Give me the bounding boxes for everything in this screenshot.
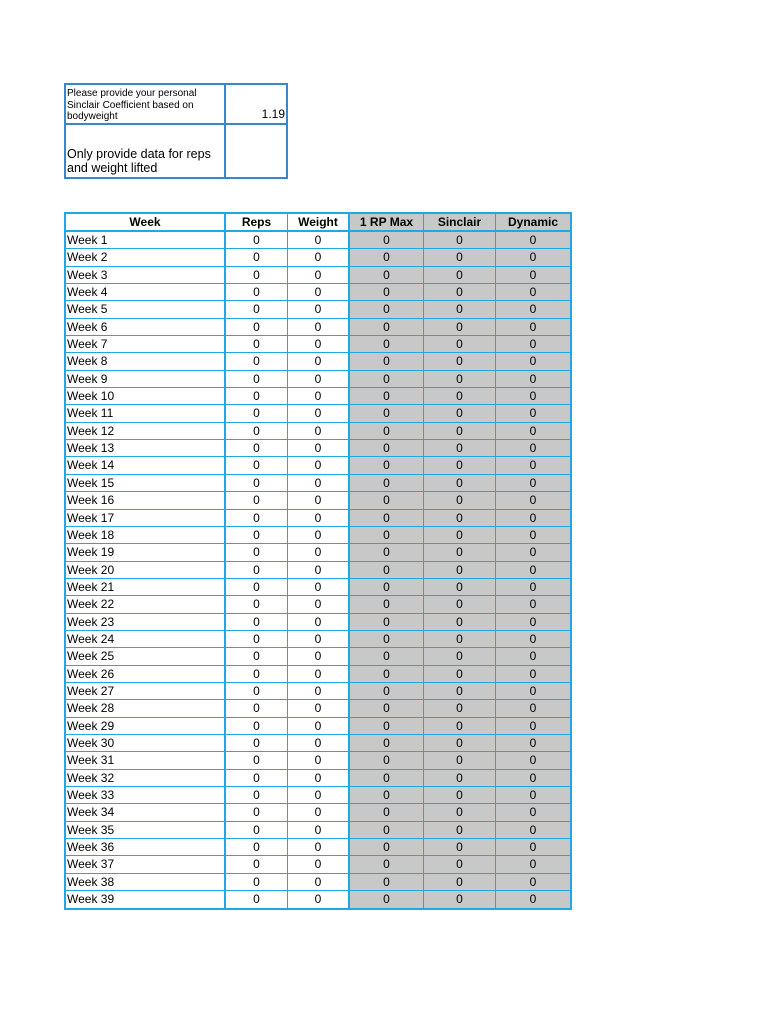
- week-cell: Week 19: [66, 544, 226, 560]
- table-row: [66, 822, 570, 839]
- dynamic-cell: 0: [496, 700, 570, 716]
- table-row: [66, 718, 570, 735]
- dynamic-cell: 0: [496, 232, 570, 248]
- weight-cell[interactable]: 0: [288, 423, 350, 439]
- table-row: [66, 752, 570, 769]
- table-row: [66, 405, 570, 422]
- reps-cell[interactable]: 0: [226, 718, 288, 734]
- dynamic-cell: 0: [496, 284, 570, 300]
- dynamic-cell: 0: [496, 405, 570, 421]
- table-row: [66, 457, 570, 474]
- one-rp-max-cell: 0: [350, 388, 424, 404]
- sinclair-cell: 0: [424, 804, 496, 820]
- weight-cell[interactable]: 0: [288, 544, 350, 560]
- weight-cell[interactable]: 0: [288, 631, 350, 647]
- weight-cell[interactable]: 0: [288, 614, 350, 630]
- table-row: [66, 544, 570, 561]
- week-cell: Week 3: [66, 267, 226, 283]
- one-rp-max-cell: 0: [350, 856, 424, 872]
- sinclair-cell: 0: [424, 475, 496, 491]
- dynamic-cell: 0: [496, 301, 570, 317]
- weight-cell[interactable]: 0: [288, 405, 350, 421]
- note-row: [66, 125, 286, 177]
- weight-cell[interactable]: 0: [288, 336, 350, 352]
- week-cell: Week 9: [66, 371, 226, 387]
- week-cell: Week 36: [66, 839, 226, 855]
- reps-cell[interactable]: 0: [226, 770, 288, 786]
- table-row: [66, 388, 570, 405]
- dynamic-cell: 0: [496, 475, 570, 491]
- reps-cell[interactable]: 0: [226, 301, 288, 317]
- week-cell: Week 17: [66, 510, 226, 526]
- week-cell: Week 32: [66, 770, 226, 786]
- table-row: [66, 631, 570, 648]
- coefficient-value-cell[interactable]: 1.19: [261, 107, 285, 121]
- reps-cell[interactable]: 0: [226, 388, 288, 404]
- sinclair-cell: 0: [424, 787, 496, 803]
- reps-cell[interactable]: 0: [226, 804, 288, 820]
- dynamic-cell: 0: [496, 267, 570, 283]
- one-rp-max-cell: 0: [350, 839, 424, 855]
- dynamic-cell: 0: [496, 770, 570, 786]
- dynamic-cell: 0: [496, 457, 570, 473]
- weight-cell[interactable]: 0: [288, 648, 350, 664]
- dynamic-cell: 0: [496, 353, 570, 369]
- reps-cell[interactable]: 0: [226, 856, 288, 872]
- sinclair-cell: 0: [424, 562, 496, 578]
- one-rp-max-cell: 0: [350, 787, 424, 803]
- dynamic-cell: 0: [496, 440, 570, 456]
- weight-cell[interactable]: 0: [288, 735, 350, 751]
- week-cell: Week 7: [66, 336, 226, 352]
- reps-cell[interactable]: 0: [226, 839, 288, 855]
- sinclair-cell: 0: [424, 510, 496, 526]
- dynamic-cell: 0: [496, 648, 570, 664]
- dynamic-cell: 0: [496, 596, 570, 612]
- weight-cell[interactable]: 0: [288, 666, 350, 682]
- reps-cell[interactable]: 0: [226, 787, 288, 803]
- dynamic-cell: 0: [496, 562, 570, 578]
- sinclair-cell: 0: [424, 388, 496, 404]
- weight-cell[interactable]: 0: [288, 371, 350, 387]
- weight-cell[interactable]: 0: [288, 284, 350, 300]
- one-rp-max-cell: 0: [350, 527, 424, 543]
- week-cell: Week 33: [66, 787, 226, 803]
- sinclair-cell: 0: [424, 735, 496, 751]
- table-row: [66, 804, 570, 821]
- weight-cell[interactable]: 0: [288, 232, 350, 248]
- reps-cell[interactable]: 0: [226, 700, 288, 716]
- reps-cell[interactable]: 0: [226, 423, 288, 439]
- weight-cell[interactable]: 0: [288, 492, 350, 508]
- table-row: [66, 492, 570, 509]
- weight-cell[interactable]: 0: [288, 804, 350, 820]
- one-rp-max-cell: 0: [350, 336, 424, 352]
- dynamic-cell: 0: [496, 388, 570, 404]
- reps-cell[interactable]: 0: [226, 874, 288, 890]
- table-row: [66, 267, 570, 284]
- sinclair-cell: 0: [424, 718, 496, 734]
- one-rp-max-cell: 0: [350, 700, 424, 716]
- dynamic-cell: 0: [496, 735, 570, 751]
- table-header-row: [66, 214, 570, 232]
- one-rp-max-cell: 0: [350, 735, 424, 751]
- week-cell: Week 30: [66, 735, 226, 751]
- table-row: [66, 614, 570, 631]
- table-row: [66, 579, 570, 596]
- sinclair-cell: 0: [424, 284, 496, 300]
- one-rp-max-cell: 0: [350, 423, 424, 439]
- sinclair-cell: 0: [424, 319, 496, 335]
- dynamic-cell: 0: [496, 423, 570, 439]
- one-rp-max-cell: 0: [350, 284, 424, 300]
- week-cell: Week 10: [66, 388, 226, 404]
- sinclair-cell: 0: [424, 527, 496, 543]
- one-rp-max-cell: 0: [350, 319, 424, 335]
- sinclair-cell: 0: [424, 648, 496, 664]
- week-cell: Week 12: [66, 423, 226, 439]
- one-rp-max-cell: 0: [350, 752, 424, 768]
- dynamic-cell: 0: [496, 249, 570, 265]
- weight-cell[interactable]: 0: [288, 752, 350, 768]
- table-row: [66, 232, 570, 249]
- reps-cell[interactable]: 0: [226, 405, 288, 421]
- weight-cell[interactable]: 0: [288, 856, 350, 872]
- weight-cell[interactable]: 0: [288, 353, 350, 369]
- reps-cell[interactable]: 0: [226, 371, 288, 387]
- one-rp-max-cell: 0: [350, 891, 424, 908]
- dynamic-cell: 0: [496, 683, 570, 699]
- week-cell: Week 29: [66, 718, 226, 734]
- one-rp-max-cell: 0: [350, 249, 424, 265]
- reps-cell[interactable]: 0: [226, 822, 288, 838]
- weight-cell[interactable]: 0: [288, 319, 350, 335]
- one-rp-max-cell: 0: [350, 457, 424, 473]
- one-rp-max-cell: 0: [350, 683, 424, 699]
- sinclair-cell: 0: [424, 822, 496, 838]
- weight-cell[interactable]: 0: [288, 683, 350, 699]
- info-box-divider: [224, 85, 226, 177]
- reps-cell[interactable]: 0: [226, 319, 288, 335]
- week-cell: Week 35: [66, 822, 226, 838]
- reps-cell[interactable]: 0: [226, 752, 288, 768]
- weight-cell[interactable]: 0: [288, 770, 350, 786]
- sinclair-cell: 0: [424, 544, 496, 560]
- one-rp-max-cell: 0: [350, 510, 424, 526]
- sinclair-cell: 0: [424, 440, 496, 456]
- table-row: [66, 284, 570, 301]
- week-cell: Week 8: [66, 353, 226, 369]
- dynamic-cell: 0: [496, 614, 570, 630]
- one-rp-max-cell: 0: [350, 596, 424, 612]
- reps-cell[interactable]: 0: [226, 457, 288, 473]
- weight-cell[interactable]: 0: [288, 510, 350, 526]
- sinclair-cell: 0: [424, 492, 496, 508]
- week-cell: Week 37: [66, 856, 226, 872]
- dynamic-cell: 0: [496, 527, 570, 543]
- data-entry-note: Only provide data for reps and weight lifted: [67, 147, 211, 175]
- table-row: [66, 856, 570, 873]
- header-week: Week: [66, 214, 226, 230]
- weight-cell[interactable]: 0: [288, 839, 350, 855]
- one-rp-max-cell: 0: [350, 475, 424, 491]
- weight-cell[interactable]: 0: [288, 822, 350, 838]
- table-row: [66, 249, 570, 266]
- weight-cell[interactable]: 0: [288, 388, 350, 404]
- weight-cell[interactable]: 0: [288, 718, 350, 734]
- coefficient-prompt: Please provide your personal Sinclair Coefficient based on bodyweight: [67, 88, 197, 122]
- week-cell: Week 18: [66, 527, 226, 543]
- header-1rp-max: 1 RP Max: [350, 214, 424, 230]
- reps-cell[interactable]: 0: [226, 648, 288, 664]
- one-rp-max-cell: 0: [350, 492, 424, 508]
- sinclair-cell: 0: [424, 770, 496, 786]
- sinclair-cell: 0: [424, 666, 496, 682]
- dynamic-cell: 0: [496, 891, 570, 908]
- reps-cell[interactable]: 0: [226, 527, 288, 543]
- week-cell: Week 2: [66, 249, 226, 265]
- one-rp-max-cell: 0: [350, 631, 424, 647]
- sinclair-cell: 0: [424, 891, 496, 908]
- reps-cell[interactable]: 0: [226, 562, 288, 578]
- reps-cell[interactable]: 0: [226, 267, 288, 283]
- weight-cell[interactable]: 0: [288, 301, 350, 317]
- dynamic-cell: 0: [496, 319, 570, 335]
- table-row: [66, 353, 570, 370]
- table-row: [66, 336, 570, 353]
- week-cell: Week 16: [66, 492, 226, 508]
- sinclair-cell: 0: [424, 405, 496, 421]
- table-row: [66, 596, 570, 613]
- weight-cell[interactable]: 0: [288, 562, 350, 578]
- week-cell: Week 23: [66, 614, 226, 630]
- table-row: [66, 891, 570, 908]
- reps-cell[interactable]: 0: [226, 614, 288, 630]
- weight-cell[interactable]: 0: [288, 874, 350, 890]
- week-cell: Week 4: [66, 284, 226, 300]
- dynamic-cell: 0: [496, 631, 570, 647]
- sinclair-info-box: [64, 83, 288, 179]
- sinclair-cell: 0: [424, 353, 496, 369]
- reps-cell[interactable]: 0: [226, 492, 288, 508]
- header-reps: Reps: [226, 214, 288, 230]
- reps-cell[interactable]: 0: [226, 336, 288, 352]
- week-cell: Week 39: [66, 891, 226, 908]
- one-rp-max-cell: 0: [350, 666, 424, 682]
- weekly-lift-table: [64, 212, 572, 910]
- dynamic-cell: 0: [496, 752, 570, 768]
- sinclair-cell: 0: [424, 752, 496, 768]
- header-dynamic: Dynamic: [496, 214, 570, 230]
- week-cell: Week 14: [66, 457, 226, 473]
- sinclair-cell: 0: [424, 839, 496, 855]
- table-row: [66, 874, 570, 891]
- table-row: [66, 787, 570, 804]
- dynamic-cell: 0: [496, 804, 570, 820]
- sinclair-cell: 0: [424, 614, 496, 630]
- dynamic-cell: 0: [496, 718, 570, 734]
- one-rp-max-cell: 0: [350, 579, 424, 595]
- sinclair-cell: 0: [424, 579, 496, 595]
- reps-cell[interactable]: 0: [226, 284, 288, 300]
- one-rp-max-cell: 0: [350, 405, 424, 421]
- weight-cell[interactable]: 0: [288, 579, 350, 595]
- reps-cell[interactable]: 0: [226, 475, 288, 491]
- reps-cell[interactable]: 0: [226, 596, 288, 612]
- dynamic-cell: 0: [496, 666, 570, 682]
- table-row: [66, 683, 570, 700]
- reps-cell[interactable]: 0: [226, 249, 288, 265]
- table-row: [66, 562, 570, 579]
- dynamic-cell: 0: [496, 874, 570, 890]
- table-row: [66, 735, 570, 752]
- sinclair-cell: 0: [424, 631, 496, 647]
- dynamic-cell: 0: [496, 371, 570, 387]
- weight-cell[interactable]: 0: [288, 267, 350, 283]
- week-cell: Week 21: [66, 579, 226, 595]
- sinclair-cell: 0: [424, 267, 496, 283]
- one-rp-max-cell: 0: [350, 371, 424, 387]
- weight-cell[interactable]: 0: [288, 596, 350, 612]
- weight-cell[interactable]: 0: [288, 249, 350, 265]
- sinclair-cell: 0: [424, 874, 496, 890]
- one-rp-max-cell: 0: [350, 822, 424, 838]
- sinclair-cell: 0: [424, 336, 496, 352]
- week-cell: Week 34: [66, 804, 226, 820]
- sinclair-cell: 0: [424, 423, 496, 439]
- week-cell: Week 31: [66, 752, 226, 768]
- one-rp-max-cell: 0: [350, 353, 424, 369]
- dynamic-cell: 0: [496, 336, 570, 352]
- weight-cell[interactable]: 0: [288, 527, 350, 543]
- one-rp-max-cell: 0: [350, 232, 424, 248]
- week-cell: Week 25: [66, 648, 226, 664]
- week-cell: Week 38: [66, 874, 226, 890]
- table-row: [66, 319, 570, 336]
- dynamic-cell: 0: [496, 856, 570, 872]
- dynamic-cell: 0: [496, 492, 570, 508]
- sinclair-cell: 0: [424, 301, 496, 317]
- table-row: [66, 475, 570, 492]
- table-row: [66, 301, 570, 318]
- dynamic-cell: 0: [496, 822, 570, 838]
- week-cell: Week 13: [66, 440, 226, 456]
- one-rp-max-cell: 0: [350, 648, 424, 664]
- table-row: [66, 770, 570, 787]
- reps-cell[interactable]: 0: [226, 440, 288, 456]
- weight-cell[interactable]: 0: [288, 891, 350, 908]
- week-cell: Week 11: [66, 405, 226, 421]
- one-rp-max-cell: 0: [350, 874, 424, 890]
- reps-cell[interactable]: 0: [226, 631, 288, 647]
- week-cell: Week 22: [66, 596, 226, 612]
- sinclair-cell: 0: [424, 249, 496, 265]
- weight-cell[interactable]: 0: [288, 700, 350, 716]
- one-rp-max-cell: 0: [350, 562, 424, 578]
- one-rp-max-cell: 0: [350, 804, 424, 820]
- dynamic-cell: 0: [496, 839, 570, 855]
- dynamic-cell: 0: [496, 544, 570, 560]
- reps-cell[interactable]: 0: [226, 683, 288, 699]
- table-row: [66, 666, 570, 683]
- reps-cell[interactable]: 0: [226, 891, 288, 908]
- table-row: [66, 371, 570, 388]
- one-rp-max-cell: 0: [350, 440, 424, 456]
- weight-cell[interactable]: 0: [288, 440, 350, 456]
- sinclair-cell: 0: [424, 683, 496, 699]
- coefficient-row: [66, 85, 286, 125]
- table-row: [66, 700, 570, 717]
- weight-cell[interactable]: 0: [288, 475, 350, 491]
- week-cell: Week 27: [66, 683, 226, 699]
- one-rp-max-cell: 0: [350, 544, 424, 560]
- week-cell: Week 26: [66, 666, 226, 682]
- one-rp-max-cell: 0: [350, 301, 424, 317]
- table-row: [66, 527, 570, 544]
- week-cell: Week 28: [66, 700, 226, 716]
- one-rp-max-cell: 0: [350, 718, 424, 734]
- week-cell: Week 6: [66, 319, 226, 335]
- reps-cell[interactable]: 0: [226, 666, 288, 682]
- table-row: [66, 440, 570, 457]
- sinclair-cell: 0: [424, 596, 496, 612]
- reps-cell[interactable]: 0: [226, 232, 288, 248]
- one-rp-max-cell: 0: [350, 267, 424, 283]
- one-rp-max-cell: 0: [350, 614, 424, 630]
- week-cell: Week 24: [66, 631, 226, 647]
- table-row: [66, 839, 570, 856]
- weight-cell[interactable]: 0: [288, 787, 350, 803]
- sinclair-cell: 0: [424, 457, 496, 473]
- sinclair-cell: 0: [424, 700, 496, 716]
- week-cell: Week 15: [66, 475, 226, 491]
- reps-cell[interactable]: 0: [226, 353, 288, 369]
- reps-cell[interactable]: 0: [226, 544, 288, 560]
- dynamic-cell: 0: [496, 787, 570, 803]
- weight-cell[interactable]: 0: [288, 457, 350, 473]
- reps-cell[interactable]: 0: [226, 735, 288, 751]
- reps-cell[interactable]: 0: [226, 510, 288, 526]
- sinclair-cell: 0: [424, 371, 496, 387]
- header-weight: Weight: [288, 214, 350, 230]
- week-cell: Week 5: [66, 301, 226, 317]
- sinclair-cell: 0: [424, 232, 496, 248]
- sinclair-cell: 0: [424, 856, 496, 872]
- dynamic-cell: 0: [496, 510, 570, 526]
- table-row: [66, 510, 570, 527]
- table-row: [66, 423, 570, 440]
- dynamic-cell: 0: [496, 579, 570, 595]
- reps-cell[interactable]: 0: [226, 579, 288, 595]
- table-row: [66, 648, 570, 665]
- one-rp-max-cell: 0: [350, 770, 424, 786]
- week-cell: Week 1: [66, 232, 226, 248]
- header-sinclair: Sinclair: [424, 214, 496, 230]
- week-cell: Week 20: [66, 562, 226, 578]
